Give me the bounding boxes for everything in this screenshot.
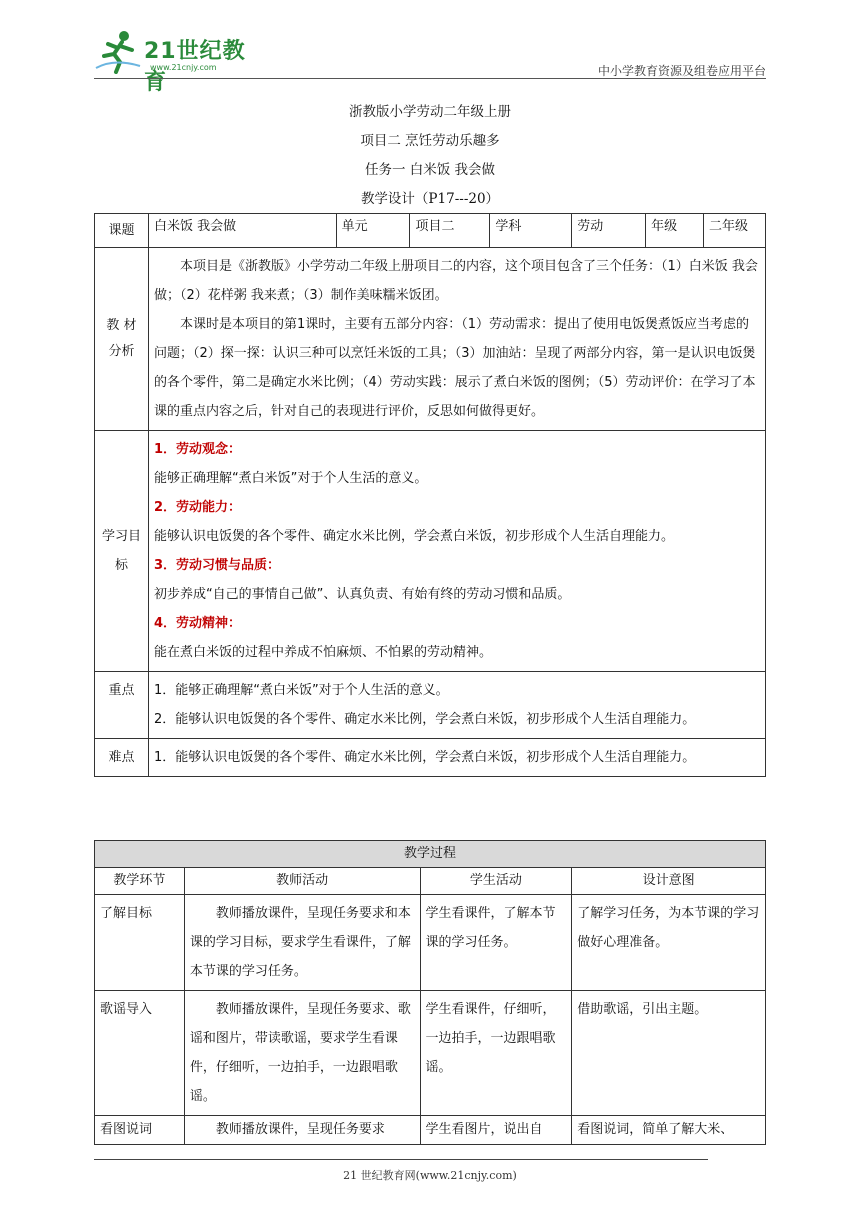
analysis-paragraph: 本项目是《浙教版》小学劳动二年级上册项目二的内容，这个项目包含了三个任务：（1）白米饭 我会做；（2）花样粥 我来煮；（3）制作美味糯米饭团。 bbox=[153, 259, 758, 303]
grade-label: 年级 bbox=[646, 214, 704, 248]
process-row bbox=[95, 1116, 766, 1145]
column-header: 教师活动 bbox=[184, 868, 420, 895]
difficulties-label: 难点 bbox=[95, 739, 149, 777]
key-point: 1．能够正确理解“煮白米饭”对于个人生活的意义。 bbox=[153, 683, 449, 698]
runner-icon bbox=[94, 28, 142, 74]
student-cell: 学生看课件，仔细听，一边拍手，一边跟唱歌谣。 bbox=[420, 991, 572, 1116]
process-row bbox=[95, 895, 766, 991]
title-line: 浙教版小学劳动二年级上册 bbox=[349, 104, 511, 120]
intent-cell: 了解学习任务，为本节课的学习做好心理准备。 bbox=[572, 895, 766, 991]
stage-cell: 歌谣导入 bbox=[95, 991, 185, 1116]
header-platform-text: 中小学教育资源及组卷应用平台 bbox=[597, 64, 766, 78]
lesson-info-table bbox=[94, 213, 766, 777]
objective-heading: 3．劳动习惯与品质： bbox=[153, 558, 280, 573]
student-cell: 学生看图片，说出自 bbox=[420, 1116, 572, 1145]
key-points-row bbox=[95, 672, 766, 739]
grade-value: 二年级 bbox=[704, 214, 766, 248]
teacher-cell: 教师播放课件，呈现任务要求 bbox=[184, 1116, 420, 1145]
objective-heading: 2．劳动能力： bbox=[153, 500, 241, 515]
key-points-content bbox=[148, 672, 765, 739]
title-line: 任务一 白米饭 我会做 bbox=[364, 162, 496, 178]
logo bbox=[94, 28, 264, 95]
column-header: 设计意图 bbox=[572, 868, 766, 895]
column-header: 教学环节 bbox=[95, 868, 185, 895]
header-divider bbox=[94, 78, 766, 79]
teacher-cell: 教师播放课件，呈现任务要求、歌谣和图片，带读歌谣，要求学生看课件，仔细听，一边拍手，一边跟唱歌谣。 bbox=[184, 991, 420, 1116]
course-label: 课题 bbox=[95, 214, 149, 248]
subject-value: 劳动 bbox=[572, 214, 646, 248]
analysis-content bbox=[148, 248, 765, 431]
course-value: 白米饭 我会做 bbox=[148, 214, 336, 248]
teaching-process-table bbox=[94, 840, 766, 1145]
objective-text: 能在煮白米饭的过程中养成不怕麻烦、不怕累的劳动精神。 bbox=[153, 645, 492, 660]
analysis-paragraph: 本课时是本项目的第1课时，主要有五部分内容：（1）劳动需求：提出了使用电饭煲煮饭应当考虑的问题；（2）探一探：认识三种可以烹饪米饭的工具；（3）加油站：呈现了两部分内容，第一是认识电饭煲的各个零件，第二是确定水米比例；（4）劳动实践：展示了煮白米饭的图例；（5）劳动评价：在学习了本课的重点内容之后，针对自己的表现进行评价，反思如何做得更好。 bbox=[153, 317, 756, 419]
page-footer: 21 世纪教育网(www.21cnjy.com) bbox=[343, 1169, 517, 1182]
intent-cell: 借助歌谣，引出主题。 bbox=[572, 991, 766, 1116]
process-row bbox=[95, 991, 766, 1116]
unit-label: 单元 bbox=[336, 214, 410, 248]
objective-text: 初步养成“自己的事情自己做”、认真负责、有始有终的劳动习惯和品质。 bbox=[153, 587, 571, 602]
document-titles bbox=[0, 98, 860, 214]
process-header-row bbox=[95, 868, 766, 895]
key-points-label: 重点 bbox=[95, 672, 149, 739]
logo-text: 21世纪教育 bbox=[144, 39, 246, 95]
teacher-cell: 教师播放课件，呈现任务要求和本课的学习目标，要求学生看课件，了解本节课的学习任务。 bbox=[184, 895, 420, 991]
unit-value: 项目二 bbox=[410, 214, 490, 248]
title-line: 教学设计（P17---20） bbox=[360, 191, 500, 207]
objectives-content bbox=[148, 431, 765, 672]
title-line: 项目二 烹饪劳动乐趣多 bbox=[360, 133, 500, 149]
objective-text: 能够认识电饭煲的各个零件、确定水米比例，学会煮白米饭，初步形成个人生活自理能力。 bbox=[153, 529, 674, 544]
student-cell: 学生看课件，了解本节课的学习任务。 bbox=[420, 895, 572, 991]
info-row bbox=[95, 214, 766, 248]
analysis-label: 教 材分析 bbox=[95, 248, 149, 431]
analysis-row bbox=[95, 248, 766, 431]
difficulty: 1．能够认识电饭煲的各个零件、确定水米比例，学会煮白米饭，初步形成个人生活自理能力。 bbox=[153, 750, 696, 765]
subject-label: 学科 bbox=[490, 214, 572, 248]
logo-url: www.21cnjy.com bbox=[150, 63, 217, 72]
key-point: 2．能够认识电饭煲的各个零件、确定水米比例，学会煮白米饭，初步形成个人生活自理能力。 bbox=[153, 712, 696, 727]
stage-cell: 看图说词 bbox=[95, 1116, 185, 1145]
objectives-row bbox=[95, 431, 766, 672]
footer-divider bbox=[94, 1159, 708, 1160]
difficulties-row bbox=[95, 739, 766, 777]
process-title-row bbox=[95, 841, 766, 868]
page-header bbox=[94, 28, 766, 95]
column-header: 学生活动 bbox=[420, 868, 572, 895]
objective-heading: 1．劳动观念： bbox=[153, 442, 241, 457]
objectives-label: 学习目标 bbox=[95, 431, 149, 672]
stage-cell: 了解目标 bbox=[95, 895, 185, 991]
objective-text: 能够正确理解“煮白米饭”对于个人生活的意义。 bbox=[153, 471, 428, 486]
difficulties-content bbox=[148, 739, 765, 777]
objective-heading: 4．劳动精神： bbox=[153, 616, 241, 631]
process-title: 教学过程 bbox=[95, 841, 766, 868]
intent-cell: 看图说词，简单了解大米、 bbox=[572, 1116, 766, 1145]
